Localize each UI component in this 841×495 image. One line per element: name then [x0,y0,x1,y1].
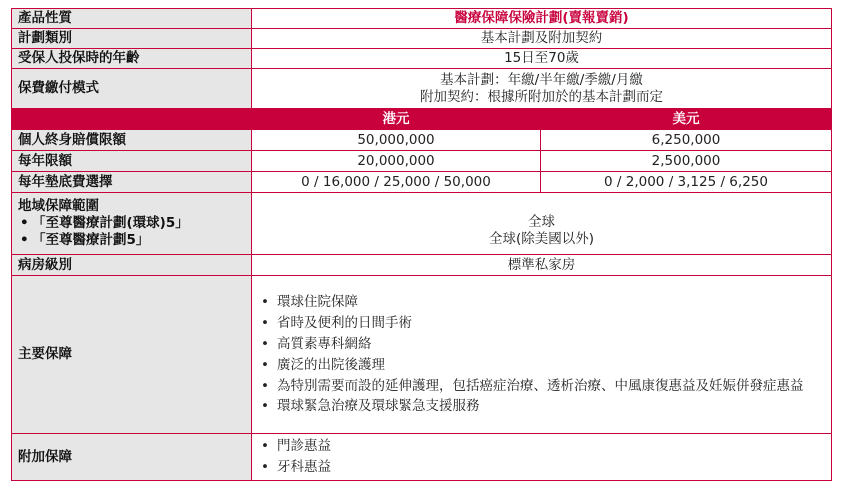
currency-header-blank [12,109,252,130]
payment-mode-rider: 附加契約：根據所附加於的基本計劃而定 [420,88,663,105]
rider-benefit-item: • 門診惠益 [258,436,825,457]
main-benefit-item: • 廣泛的出院後護理 [258,355,825,376]
row-coverage-area [12,193,832,255]
row-rider-benefits [12,434,832,481]
row-main-benefits [12,276,832,434]
payment-mode-value [252,69,832,109]
benefit-summary-table-container [11,8,831,481]
rider-benefits-cell [252,434,832,481]
issue-age-value: 15日至70歲 [252,49,832,69]
annual-limit-hkd: 20,000,000 [252,151,541,172]
main-benefit-item: • 省時及便利的日間手術 [258,313,825,334]
main-benefit-item: • 環球住院保障 [258,292,825,313]
deductible-hkd: 0 / 16,000 / 25,000 / 50,000 [252,172,541,193]
currency-header-hkd: 港元 [252,109,541,130]
ward-class-label: 病房級別 [12,255,252,276]
deductible-label: 每年墊底費選擇 [12,172,252,193]
plan-type-value: 基本計劃及附加契約 [252,29,832,49]
main-benefits-cell [252,276,832,434]
annual-limit-label: 每年限額 [12,151,252,172]
product-nature-label: 產品性質 [12,9,252,29]
rider-benefits-list [258,436,825,478]
coverage-area-plan-global: • 「至尊醫療計劃(環球)5」 [18,215,245,232]
main-benefits-list [258,292,825,417]
product-nature-value: 醫療保障保險計劃(賣報賣銷) [252,9,832,29]
row-payment-mode [12,69,832,109]
row-plan-type [12,29,832,49]
coverage-area-value-global: 全球 [528,214,555,230]
payment-mode-basic: 基本計劃：年繳/半年繳/季繳/月繳 [440,71,643,88]
coverage-area-label: 地域保障範圍 [18,198,99,214]
main-benefits-label: 主要保障 [12,276,252,434]
coverage-area-value-standard: 全球(除美國以外) [488,231,595,247]
row-ward-class [12,255,832,276]
row-deductible [12,172,832,193]
deductible-usd: 0 / 2,000 / 3,125 / 6,250 [541,172,832,193]
lifetime-limit-usd: 6,250,000 [541,130,832,151]
lifetime-limit-hkd: 50,000,000 [252,130,541,151]
main-benefit-item: • 高質素專科網絡 [258,334,825,355]
lifetime-limit-label: 個人終身賠償限額 [12,130,252,151]
row-annual-limit [12,151,832,172]
currency-header-usd: 美元 [541,109,832,130]
annual-limit-usd: 2,500,000 [541,151,832,172]
row-currency-header [12,109,832,130]
row-product-nature [12,9,832,29]
payment-mode-label: 保費繳付模式 [12,69,252,109]
plan-type-label: 計劃類別 [12,29,252,49]
coverage-area-values [252,193,832,255]
row-lifetime-limit [12,130,832,151]
coverage-area-label-cell [12,193,252,255]
ward-class-value: 標準私家房 [252,255,832,276]
rider-benefit-item: • 牙科惠益 [258,457,825,478]
coverage-area-plan-list [18,215,245,249]
main-benefit-item: • 環球緊急治療及環球緊急支援服務 [258,396,825,417]
coverage-area-plan-standard: • 「至尊醫療計劃5」 [18,232,245,249]
benefit-summary-table [11,8,832,481]
main-benefit-item: • 為特別需要而設的延伸護理，包括癌症治療、透析治療、中風康復惠益及妊娠併發症惠益 [258,376,825,396]
row-issue-age [12,49,832,69]
issue-age-label: 受保人投保時的年齡 [12,49,252,69]
rider-benefits-label: 附加保障 [12,434,252,481]
